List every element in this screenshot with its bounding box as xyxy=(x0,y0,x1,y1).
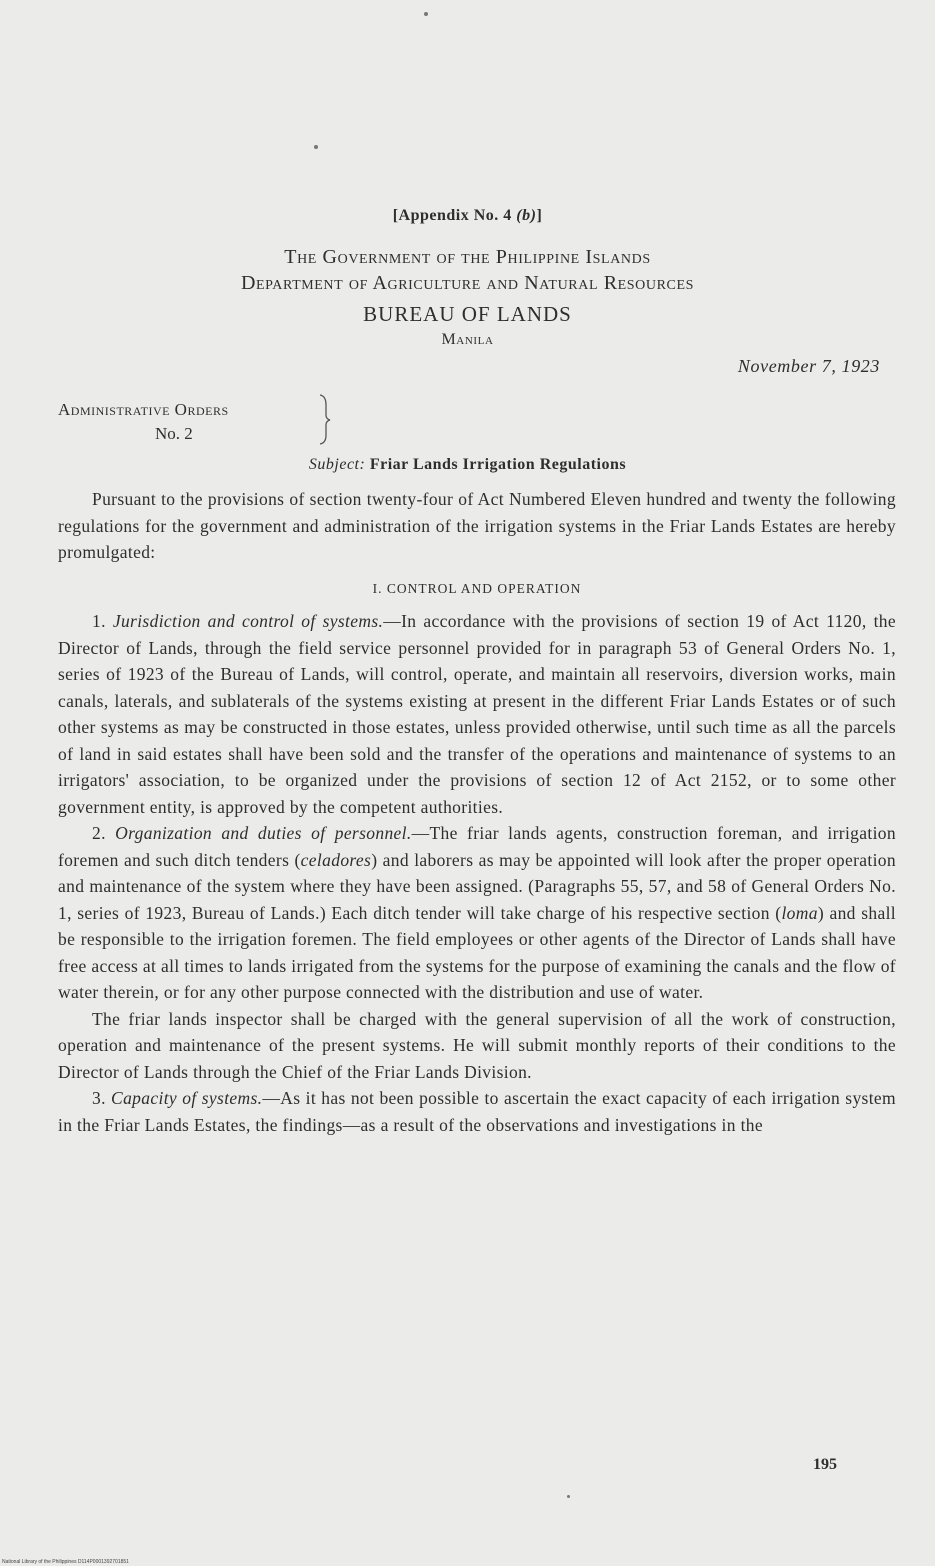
order-title: Administrative Orders xyxy=(58,400,229,419)
brace-icon xyxy=(318,393,332,445)
paragraph-number: 1. xyxy=(92,611,106,631)
header-government: The Government of the Philippine Islands xyxy=(284,246,651,268)
document-body xyxy=(58,486,896,1138)
section-heading: I. CONTROL AND OPERATION xyxy=(372,580,582,596)
paragraph-heading: Jurisdiction and control of systems. xyxy=(112,611,384,631)
paragraph-text: —As it has not been possible to ascertain the exact capacity of each irrigation system in the Friar Lands Estates, the findings—as a result of the observations and investigations in the xyxy=(58,1088,896,1135)
document-date: November 7, 1923 xyxy=(737,356,880,376)
preamble-paragraph: Pursuant to the provisions of section twenty-four of Act Numbered Eleven hundred and twenty the following regulations for the government and administration of the irrigation systems in the Friar Lands Estates are hereby promulgated: xyxy=(58,489,896,562)
paragraph-heading: Capacity of systems. xyxy=(111,1088,263,1108)
bracket-close: ] xyxy=(536,207,543,224)
appendix-label xyxy=(0,207,935,225)
page-number: 195 xyxy=(813,1456,837,1473)
subject-line xyxy=(0,456,935,474)
paragraph-text: —The friar lands agents, construction foreman, and irrigation foremen and such ditch tenders ( xyxy=(58,823,896,870)
paragraph-text: —In accordance with the provisions of section 19 of Act 1120, the Director of Lands, through the field service personnel provided for in paragraph 53 of General Orders No. 1, series of 1923 of the Bureau of Lands, will control, operate, and maintain all reservoirs, diversion works, main canals, laterals, and sublaterals of the systems existing at present in the different Friar Lands Estates or of such other systems as may be constructed in those estates, unless provided otherwise, until such time as all the parcels of land in said estates shall have been sold and the transfer of the operations and maintenance of systems to an irrigators' association, to be organized under the provisions of section 12 of Act 2152, or to some other government entity, is approved by the competent authorities. xyxy=(58,611,896,817)
subject-text: Friar Lands Irrigation Regulations xyxy=(369,456,627,473)
paragraph-number: 2. xyxy=(92,823,106,843)
paragraph-heading: Organization and duties of personnel. xyxy=(115,823,412,843)
appendix-number: Appendix No. 4 xyxy=(398,207,512,224)
italic-term: loma xyxy=(781,902,818,923)
paragraph-3 xyxy=(58,1085,896,1138)
italic-term: celadores xyxy=(300,849,372,870)
order-number: No. 2 xyxy=(155,424,193,443)
paragraph-number: 3. xyxy=(92,1088,106,1108)
scan-speck xyxy=(567,1495,570,1498)
scan-speck xyxy=(314,145,318,149)
paragraph-text: ) and laborers as may be appointed will look after the proper operation and maintenance of the system where they have been assigned. (Paragraphs 55, 57, and 58 of General Orders No. 1, series of 1923, Bureau of Lands.) Each ditch tender will take charge of his respective section ( xyxy=(58,849,896,923)
bracket-open: [ xyxy=(392,207,399,224)
header-department: Department of Agriculture and Natural Resources xyxy=(240,272,695,294)
scan-footer: National Library of the Philippines D114P0001392701851 xyxy=(2,1559,129,1565)
paragraph-2-continued: The friar lands inspector shall be charged with the general supervision of all the work of construction, operation and maintenance of the present systems. He will submit monthly reports of their conditions to the Director of Lands through the Chief of the Friar Lands Division. xyxy=(58,1008,896,1082)
paragraph-1 xyxy=(58,608,896,820)
paragraph-text: ) and shall be responsible to the irrigation foremen. The field employees or other agents of the Director of Lands shall have free access at all times to lands irrigated from the systems for the purpose of examining the canals and the flow of water therein, or for any other purpose connected with the distribution and use of water. xyxy=(58,902,897,1002)
header-city: Manila xyxy=(441,331,494,348)
header-bureau: BUREAU OF LANDS xyxy=(363,302,572,326)
paragraph-2 xyxy=(58,820,896,1006)
subject-label: Subject: xyxy=(308,456,366,473)
appendix-sub: (b) xyxy=(516,207,537,224)
scan-speck xyxy=(424,12,428,16)
